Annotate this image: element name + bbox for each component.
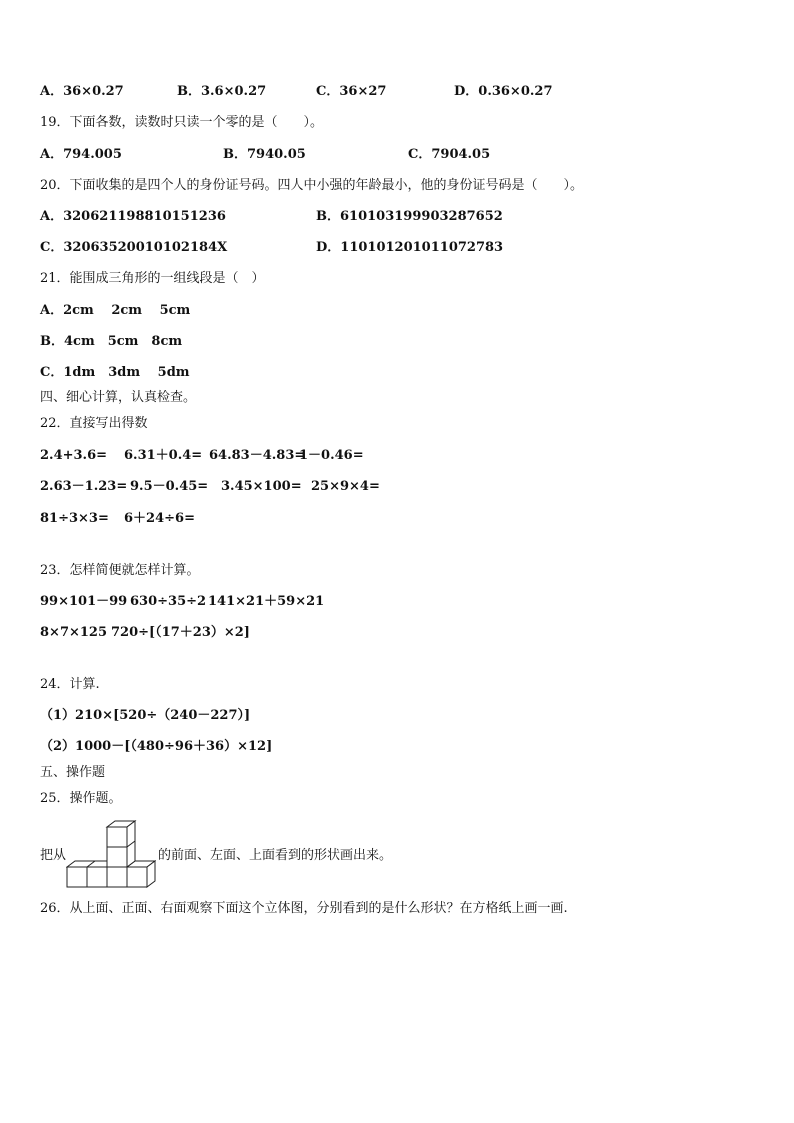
q22-r2-c2: 9.5－0.45= <box>130 479 209 494</box>
q19-option-a: A．794.005 <box>40 147 122 162</box>
q19-stem: 19．下面各数，读数时只读一个零的是（ ）。 <box>40 115 324 130</box>
cube-stack-figure <box>66 818 156 888</box>
q18-option-d: D．0.36×0.27 <box>454 84 553 99</box>
q18-option-c: C．36×27 <box>316 84 387 99</box>
q21-option-c: C．1dm 3dm 5dm <box>40 365 190 380</box>
q25-stem: 25．操作题。 <box>40 791 122 806</box>
section-4-title: 四、细心计算，认真检查。 <box>40 390 197 405</box>
section-5-title: 五、操作题 <box>40 765 106 780</box>
q20-option-d: D．110101201011072783 <box>316 240 504 255</box>
q23-r1-c2: 630÷35÷2 <box>130 594 207 609</box>
q19-option-b: B．7940.05 <box>223 147 306 162</box>
q22-r2-c1: 2.63－1.23= <box>40 479 128 494</box>
q22-r2-c4: 25×9×4= <box>311 479 380 494</box>
q23-r1-c1: 99×101－99 <box>40 594 128 609</box>
q21-stem: 21．能围成三角形的一组线段是（ ） <box>40 271 265 286</box>
q19-option-c: C．7904.05 <box>408 147 491 162</box>
q22-stem: 22．直接写出得数 <box>40 416 148 431</box>
q20-option-b: B．610103199903287652 <box>316 209 503 224</box>
q20-option-a: A．320621198810151236 <box>40 209 226 224</box>
q21-option-a: A．2cm 2cm 5cm <box>40 303 191 318</box>
q20-stem: 20．下面收集的是四个人的身份证号码。四人中小强的年龄最小，他的身份证号码是（ ）。 <box>40 178 584 193</box>
q22-r3-c1: 81÷3×3= <box>40 511 109 526</box>
q21-option-b: B．4cm 5cm 8cm <box>40 334 183 349</box>
q25-text-before: 把从 <box>40 848 67 863</box>
q26-stem: 26．从上面、正面、右面观察下面这个立体图，分别看到的是什么形状？在方格纸上画一画. <box>40 901 568 916</box>
q23-stem: 23．怎样简便就怎样计算。 <box>40 563 200 578</box>
q22-r1-c2: 6.31＋0.4= <box>124 448 203 463</box>
q20-option-c: C．32063520010102184X <box>40 240 228 255</box>
q22-r1-c4: 1－0.46= <box>299 448 364 463</box>
q22-r1-c1: 2.4+3.6= <box>40 448 108 463</box>
q22-r2-c3: 3.45×100= <box>221 479 302 494</box>
q24-stem: 24．计算. <box>40 677 100 692</box>
q22-r3-c2: 6＋24÷6= <box>124 511 195 526</box>
q25-text-after: 的前面、左面、上面看到的形状画出来。 <box>158 848 393 863</box>
q22-r1-c3: 64.83－4.83= <box>209 448 306 463</box>
q18-option-b: B．3.6×0.27 <box>177 84 267 99</box>
q23-r2-c2: 720÷[（17＋23）×2] <box>111 625 250 640</box>
q23-r2-c1: 8×7×125 <box>40 625 108 640</box>
q24-item-2: （2）1000－[（480÷96＋36）×12] <box>40 739 273 754</box>
q18-option-a: A．36×0.27 <box>40 84 124 99</box>
q24-item-1: （1）210×[520÷（240－227）] <box>40 708 251 723</box>
q23-r1-c3: 141×21＋59×21 <box>208 594 325 609</box>
